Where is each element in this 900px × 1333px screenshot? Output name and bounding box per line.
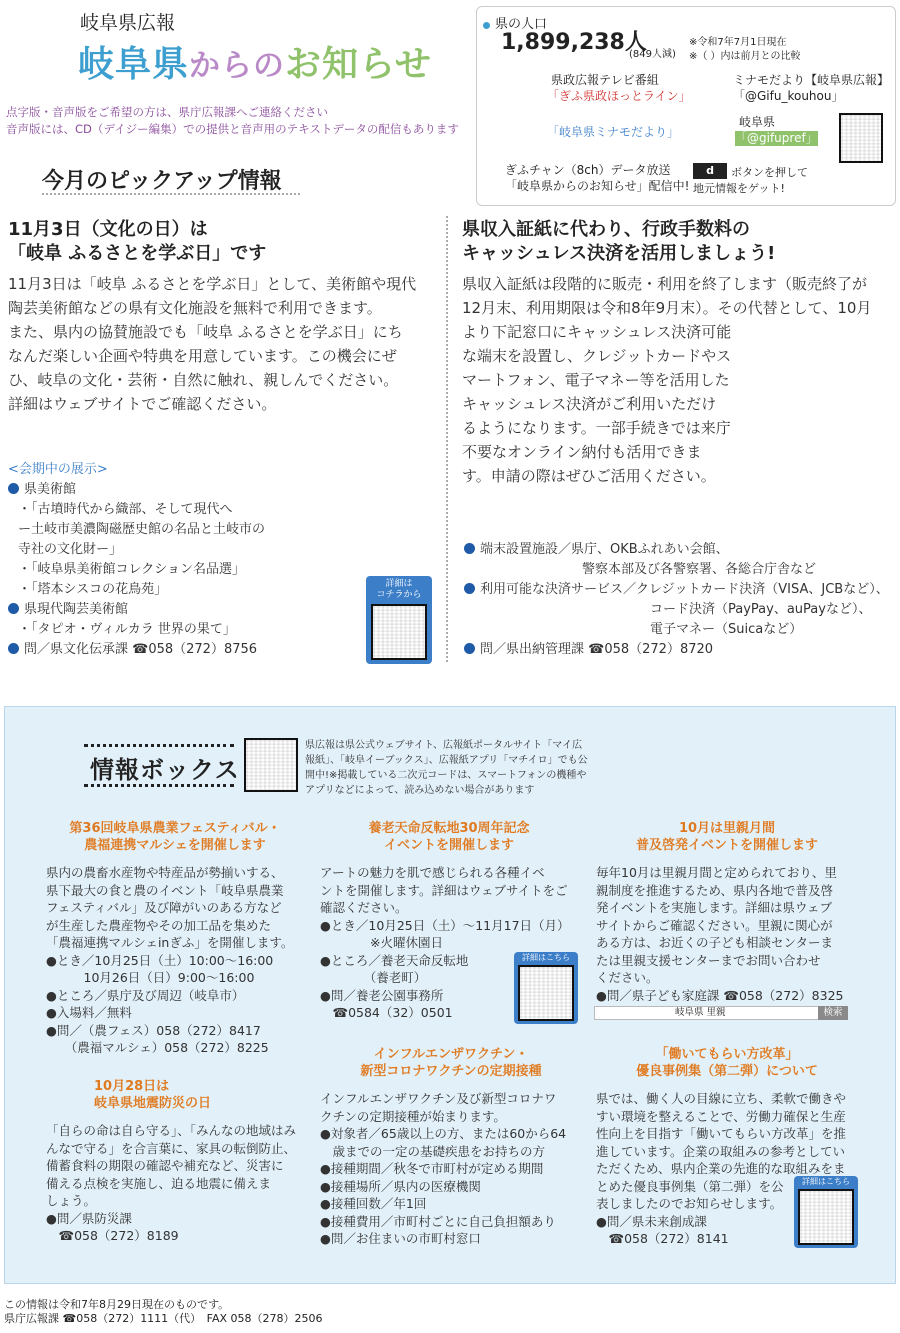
mina-name: 「岐阜県ミナモだより」 [547,125,680,139]
qr-code[interactable] [244,738,298,792]
ken-handle: 「@gifupref」 [735,131,818,145]
publication-name: 岐阜県広報 [80,12,176,34]
col-yoro: 養老天命反転地30周年記念 イベントを開催します アートの魅力を肌で感じられる各種イベ ントを開催します。詳細はウェブサイトをご 確認ください。 ●とき／10月25日（土）～11月17日（月） ※火曜休園日 ●ところ／養老天命反転地 （養老町） ●問／養老公園事務所 ☎0584（32）0501 [320,821,570,1020]
qr-code[interactable] [839,113,883,163]
info-box-title: 情報ボックス [90,756,240,784]
d-name: 「岐阜県からのお知らせ」配信中! [505,179,690,193]
mina-handle: 「@Gifu_kouhou」 [733,89,844,103]
population-note: ※（ ）内は前月との比較 [689,51,801,62]
info-box-note: 県広報は県公式ウェブサイト、広報紙ポータルサイト「マイ広報紙」、「岐阜イーブックス」、広報紙アプリ「マチイロ」でも公開中!※掲載している二次元コードは、スマートフォンの機種やアプリなどによって、読み込めない場合があります [305,740,588,796]
d-push: ボタンを押して [731,166,808,179]
article-title: 11月3日（文化の日）は 「岐阜 ふるさとを学ぶ日」です [8,219,267,264]
cashless-details: 端末設置施設／県庁、OKBふれあい会館、 警察本部及び各警察署、各総合庁舎など 利用可能な決済サービス／クレジットカード決済（VISA、JCBなど）、 コード決済（PayPay、auPayなど）、 電子マネー（Suicaなど） 問／県出納管理課 ☎058（272）8720 [464,540,898,660]
population-diff: (849人減) [629,49,676,60]
population-box [476,6,896,206]
divider [84,744,234,747]
qr-panel[interactable]: 詳細は コチラから [366,576,432,664]
article-body: 11月3日は「岐阜 ふるさとを学ぶ日」として、美術館や現代 陶芸美術館などの県有文化施設を無料で利用できます。 また、県内の協賛施設でも「岐阜 ふるさとを学ぶ日」にち なんだ楽しい企画や特典を用意しています。この機会にぜ ひ、岐阜の文化・芸術・自然に触れ、親しんでください。 詳細はウェブサイトでご確認ください。 [8,275,417,413]
col-agri-fes: 第36回岐阜県農業フェスティバル・ 農福連携マルシェを開催します 県内の農畜水産物や特産品が勢揃いする、 県下最大の食と農のイベント「岐阜県農業 フェスティバル」及び障がいのある方など が生産した農産物やその加工品を集めた 「農福連携マルシェinぎふ」を開催します。 ●とき／10月25日（土）10:00～16:00 10月26日（日）9:00～16:00 ●ところ／県庁及び周辺（岐阜市） ●入場料／無料 ●問／（農フェス）058（272）8417 （農福マルシェ）058（272）8225 [46,821,294,1055]
article-culture-day [8,218,438,416]
population-label: 県の人口 [483,17,547,32]
ken-label: 岐阜県 [739,115,776,129]
population-date: ※令和7年7月1日現在 [689,37,787,48]
mina-label: ミナモだより【岐阜県広報】 [733,73,890,87]
population-value: 1,899,238人 [501,30,647,55]
d-button-icon: d [693,163,727,179]
tv-name: 「ぎふ県政ほっとライン」 [547,89,691,103]
col-foster: 10月は里親月間 普及啓発イベントを開催します 毎年10月は里親月間と定められており、里 親制度を推進するため、県内各地で普及啓 発イベントを実施します。詳細は県ウェブ サイトからご確認ください。里親に関心が ある方は、お近くの子ども相談センターま たは里親支援センターまでお問い合わせ ください。 ●問／県子ども家庭課 ☎058（272）8325 [596,821,844,1003]
accessibility-notes: 点字版・音声版をご希望の方は、県庁広報課へご連絡ください 音声版には、CD（デイジー編集）での提供と音声用のテキストデータの配信もあります [6,105,459,136]
qr-code[interactable] [518,965,574,1021]
column-divider [446,216,448,662]
page-title: 岐阜県からのお知らせ [78,44,432,85]
qr-panel[interactable]: 詳細はこちら [514,952,578,1024]
qr-panel[interactable]: 詳細はこちら [794,1176,858,1248]
search-button[interactable]: 検索 [818,1006,848,1020]
tv-label: 県政広報テレビ番組 [551,73,659,87]
d-label: ぎふチャン（8ch）データ放送 [505,163,671,177]
article-cashless: 県収入証紙に代わり、行政手数料の キャッシュレス決済を活用しましょう! 県収入証紙は段階的に販売・利用を終了します（販売終了が 12月末、利用期限は令和8年9月末）。その代替として、10月 より下記窓口にキャッシュレス決済可能 な端末を設置し、クレジットカードやス マートフォン、電子マネー等を活用した キャッシュレス決済がご利用いただけ るようになります。一部手続きでは来庁 不要なオンライン納付も活用できま す。申請の際はぜひご活用ください。 [462,219,872,485]
col-quake-day: 10月28日は 岐阜県地震防災の日 「自らの命は自ら守る」、「みんなの地域はみ んなで守る」を合言葉に、家具の転倒防止、 備蓄食料の期限の確認や補充など、災害に 備える点検を実施し、迫る地震に備えま しょう。 ●問／県防災課 ☎058（272）8189 [46,1079,297,1243]
col-work-reform: 「働いてもらい方改革」 優良事例集（第二弾）について 県では、働く人の目線に立ち、柔軟で働きや すい環境を整えることで、労働力確保と生産 性向上を目指す「働いてもらい方改革」を推 進しています。企業の取組みの参考としてい ただくため、県内企業の先進的な取組みをま とめた優良事例集（第二弾）を公 表しましたのでお知らせします。 ●問／県未来創成課 ☎058（272）8141 [596,1047,847,1246]
col-vaccine: インフルエンザワクチン・ 新型コロナワクチンの定期接種 インフルエンザワクチン及び新型コロナワ クチンの定期接種が始まります。 ●対象者／65歳以上の方、または60から64 歳までの一定の基礎疾患をお持ちの方 ●接種期間／秋冬で市町村が定める期間 ●接種場所／県内の医療機関 ●接種回数／年1回 ●接種費用／市町村ごとに自己負担額あり ●問／お住まいの市町村窓口 [320,1047,567,1246]
qr-code[interactable] [371,604,427,660]
exhibit-list: <会期中の展示> 県美術館 ・「古墳時代から織部、そして現代へ ー土岐市美濃陶磁歴史館の名品と土岐市の 寺社の文化財ー」 ・「岐阜県美術館コレクション名品選」 ・「塔本シスコの花鳥苑」 県現代陶芸美術館 ・「タピオ・ヴィルカラ 世界の果て」 問／県文化伝承課 ☎058（272）8756 [8,462,266,657]
search-input[interactable]: 岐阜県 里親 [594,1006,848,1020]
qr-code[interactable] [798,1189,854,1245]
footer: この情報は令和7年8月29日現在のものです。 県庁広報課 ☎058（272）1111（代） FAX 058（278）2506 [4,1298,323,1325]
divider [42,193,300,195]
d-get: 地元情報をゲット! [693,182,785,195]
divider [84,784,234,787]
pickup-heading: 今月のピックアップ情報 [42,169,282,194]
